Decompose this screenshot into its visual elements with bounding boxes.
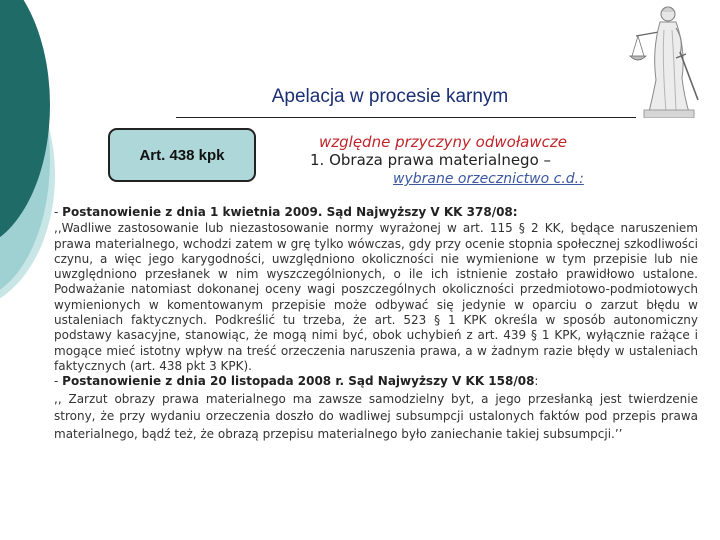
subtitle-line-3: wybrane orzecznictwo c.d.: — [393, 171, 584, 187]
ruling-2-quote: ,, Zarzut obrazy prawa materialnego ma zawsze samodzielny byt, a jego przesłanką jest twierdzenie strony, że przy wydaniu orzeczenia doszło do wadliwej subsumpcji ustalonych faktów pod przepis prawa materialnego, bądź też, że obrazą przepisu materialnego było zaniechanie takiej subsumpcji.’’ — [54, 391, 698, 441]
subtitle-line-2: 1. Obraza prawa materialnego – — [310, 151, 552, 169]
subtitle-line-1: względne przyczyny odwoławcze — [319, 133, 567, 151]
slide-title: Apelacja w procesie karnym — [271, 86, 509, 107]
ruling-1-heading — [54, 205, 698, 220]
ruling-2-dash: - — [54, 374, 59, 389]
justice-statue-icon — [628, 0, 706, 118]
rulings-body — [54, 205, 698, 443]
ruling-2-heading — [54, 374, 698, 389]
decor-circle-dark — [0, 0, 50, 250]
ruling-1-title: Postanowienie z dnia 1 kwietnia 2009. Sąd Najwyższy V KK 378/08: — [62, 205, 518, 219]
ruling-2-title-suffix: : — [534, 374, 539, 389]
ruling-2-title: Postanowienie z dnia 20 listopada 2008 r. Sąd Najwyższy V KK 158/08 — [62, 374, 535, 389]
article-box: Art. 438 kpk — [108, 128, 256, 182]
ruling-1-dash: - — [54, 205, 59, 219]
title-divider — [176, 117, 636, 118]
ruling-1-quote: ,,Wadliwe zastosowanie lub niezastosowanie normy wyrażonej w art. 115 § 2 KK, będące naruszeniem prawa materialnego, wchodzi zatem w grę tylko wówczas, gdy przy ocenie stopnia społecznej szkodliwości czynu, a więc jego karygodności, uwzględniono okoliczności nie wymienione w tym przepisie lub nie uwzględniono przesłanek w nim wyszczególnionych, o ile ich istnienie zostało prawidłowo ustalone. Podważanie natomiast dokonanej oceny wagi poszczególnych okoliczności przedmiotowo-podmiotowych wymienionych w komentowanym przepisie może odbywać się jedynie w oparciu o zarzut błędu w ustaleniach faktycznych. Podkreślić tu trzeba, że art. 523 § 1 KPK określa w sposób autonomiczny podstawy kasacyjne, stanowiąc, że mogą nimi być, obok uchybień z art. 439 § 1 KPK, wyłącznie rażące i mogące mieć istotny wpływ na treść orzeczenia naruszenia prawa, a w żadnym razie błędy w ustaleniach faktycznych (art. 438 pkt 3 KPK). — [54, 221, 698, 373]
